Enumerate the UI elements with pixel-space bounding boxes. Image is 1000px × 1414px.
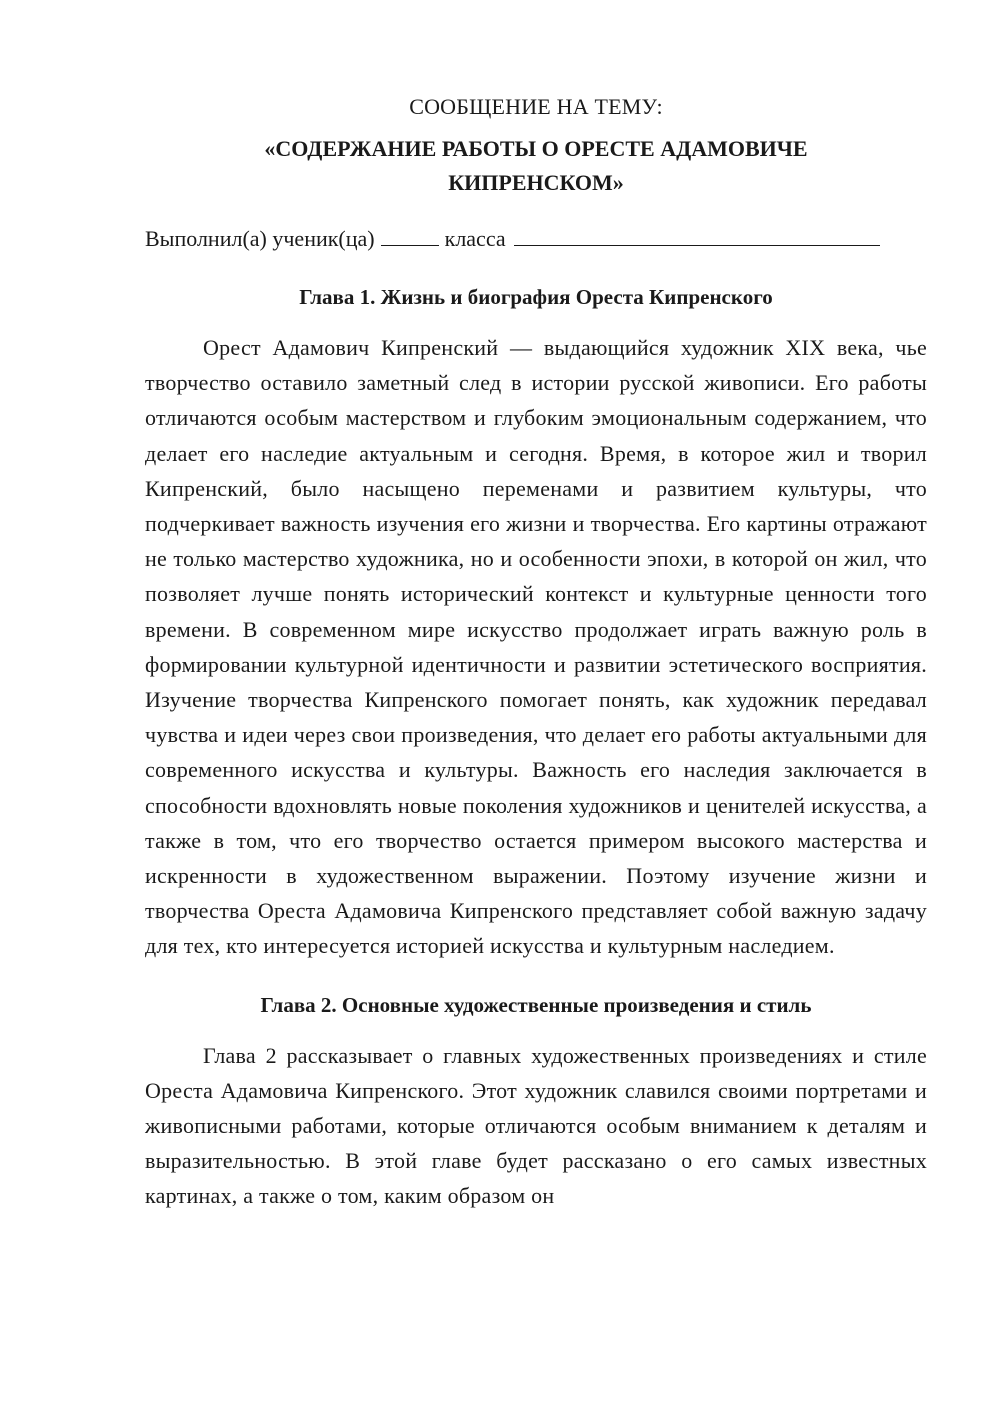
- document-title: «СОДЕРЖАНИЕ РАБОТЫ О ОРЕСТЕ АДАМОВИЧЕ КИПРЕНСКОМ»: [264, 136, 808, 195]
- chapter-2-text: Глава 2 рассказывает о главных художественных произведениях и стиле Ореста Адамовича Кипренского. Этот художник славился своими портретами и живописными работами, которые отличаются особым вниманием к деталям и выразительностью. В этой главе будет рассказано о его самых известных картинах, а также о том, каким образом он: [145, 1042, 927, 1209]
- document-heading: СООБЩЕНИЕ НА ТЕМУ:: [409, 94, 663, 119]
- document-page: [145, 92, 927, 1214]
- class-label: класса: [444, 226, 506, 251]
- student-name-blank: [514, 225, 880, 246]
- chapter-1-title: Глава 1. Жизнь и биография Ореста Кипренского: [299, 285, 773, 309]
- chapter-1-text: Орест Адамович Кипренский — выдающийся художник XIX века, чье творчество оставило заметный след в истории русской живописи. Его работы отличаются особым мастерством и глубоким эмоциональным содержанием, что делает его наследие актуальным и сегодня. Время, в которое жил и творил Кипренский, было насыщено переменами и развитием культуры, что подчеркивает важность изучения его жизни и творчества. Его картины отражают не только мастерство художника, но и особенности эпохи, в которой он жил, что позволяет лучше понять исторический контекст и культурные ценности того времени. В современном мире искусство продолжает играть важную роль в формировании культурной идентичности и развитии эстетического восприятия. Изучение творчества Кипренского помогает понять, как художник передавал чувства и идеи через свои произведения, что делает его работы актуальными для современного искусства и культуры. Важность его наследия заключается в способности вдохновлять новые поколения художников и ценителей искусства, а также в том, что его творчество остается примером высокого мастерства и искренности в художественном выражении. Поэтому изучение жизни и творчества Ореста Адамовича Кипренского представляет собой важную задачу для тех, кто интересуется историей искусства и культурным наследием.: [145, 335, 927, 959]
- class-number-blank: [381, 225, 439, 246]
- chapter-2-title: Глава 2. Основные художественные произведения и стиль: [260, 992, 812, 1017]
- author-line: [145, 224, 927, 254]
- author-label: Выполнил(а) ученик(ца): [145, 226, 375, 251]
